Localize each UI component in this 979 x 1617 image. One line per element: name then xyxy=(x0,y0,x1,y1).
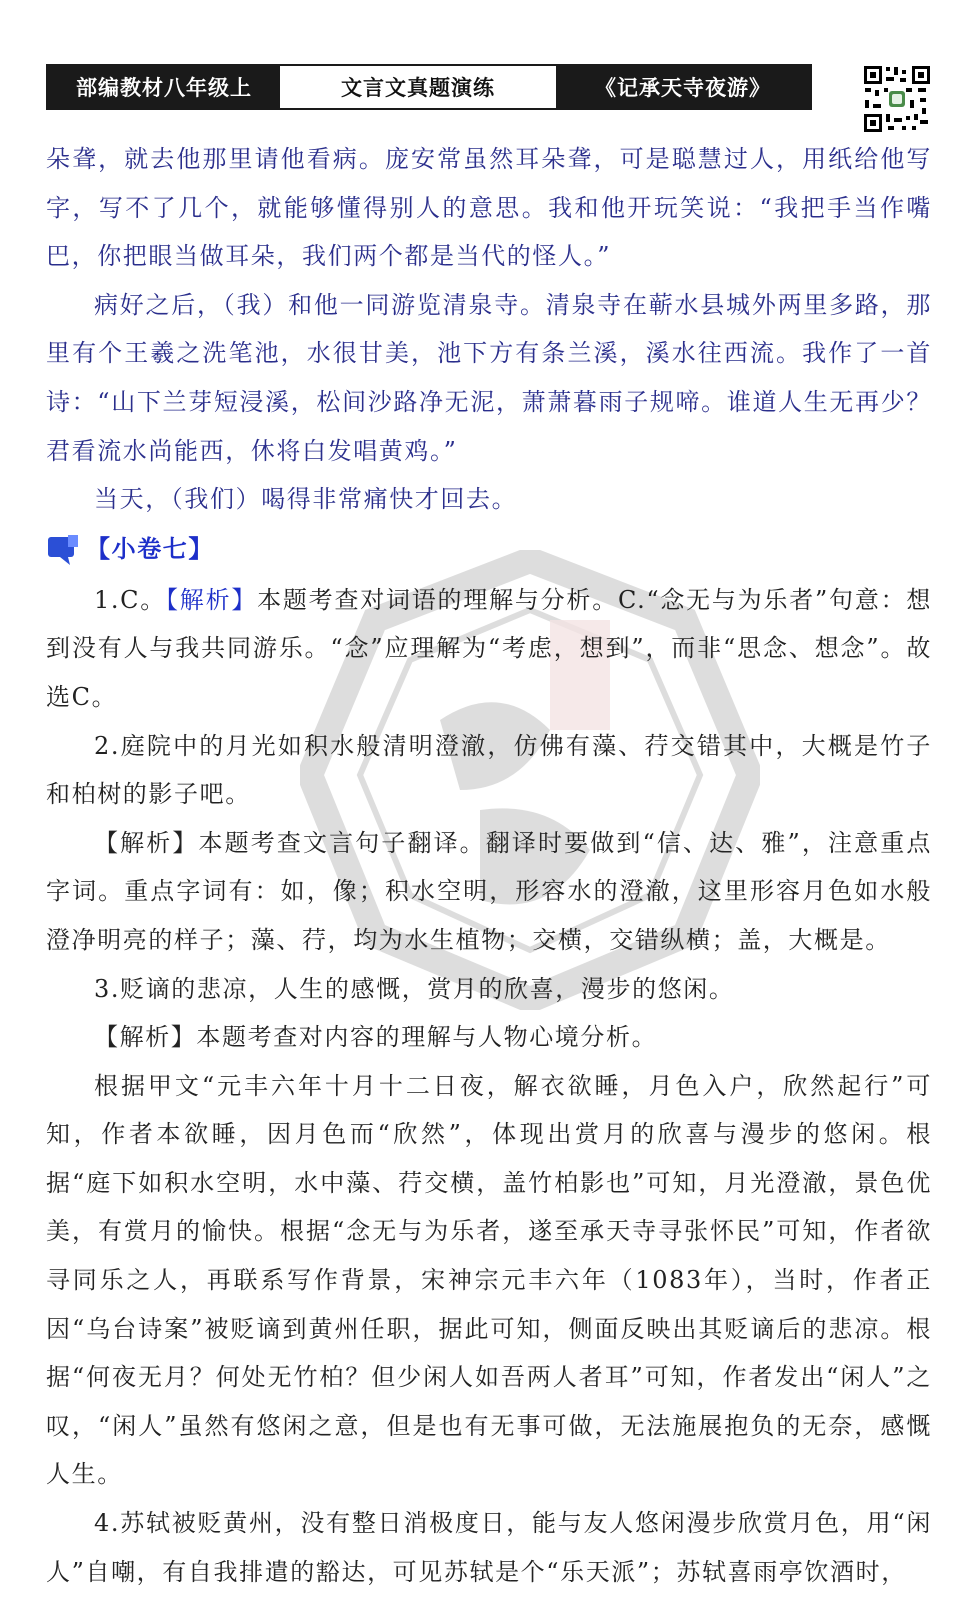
bookmark-icon xyxy=(46,533,80,567)
analysis-tag: 【解析】 xyxy=(166,585,258,614)
header-grade: 部编教材八年级上 xyxy=(48,66,280,108)
answer-2-analysis: 【解析】本题考查文言句子翻译。翻译时要做到“信、达、雅”，注意重点字词。重点字词有：如，像；积水空明，形容水的澄澈，这里形容月色如水般澄净明亮的样子；藻、荇，均为水生植物；交横，交错纵横；盖，大概是。 xyxy=(46,828,932,954)
translation-paragraph: 朵聋，就去他那里请他看病。庞安常虽然耳朵聋，可是聪慧过人，用纸给他写字，写不了几个，就能够懂得别人的意思。我和他开玩笑说：“我把手当作嘴巴，你把眼当做耳朵，我们两个都是当代的怪人。” xyxy=(46,145,932,271)
answer-text: 本题考查对词语的理解与分析。C.“念无与为乐者”句意：想到没有人与我共同游乐。“念”应理解为“考虑，想到”，而非“思念、想念”。故选C。 xyxy=(46,585,932,711)
translation-paragraph: 当天，（我们）喝得非常痛快才回去。 xyxy=(94,485,518,514)
answer-4: 4.苏轼被贬黄州，没有整日消极度日，能与友人悠闲漫步欣赏月色，用“闲人”自嘲，有自我排遣的豁达，可见苏轼是个“乐天派”；苏轼喜雨亭饮酒时， xyxy=(46,1509,932,1586)
answer-3-body: 根据甲文“元丰六年十月十二日夜，解衣欲睡，月色入户，欣然起行”可知，作者本欲睡，因月色而“欣然”，体现出赏月的欣喜与漫步的悠闲。根据“庭下如积水空明，水中藻、荇交横，盖竹柏影也”可知，月光澄澈，景色优美，有赏月的愉快。根据“念无与为乐者，遂至承天寺寻张怀民”可知，作者欲寻同乐之人，再联系写作背景，宋神宗元丰六年（1083年），当时，作者正因“乌台诗案”被贬谪到黄州任职，据此可知，侧面反映出其贬谪后的悲凉。根据“何夜无月？何处无竹柏？但少闲人如吾两人者耳”可知，作者发出“闲人”之叹，“闲人”虽然有悠闲之意，但是也有无事可做，无法施展抱负的无奈，感慨人生。 xyxy=(46,1071,932,1489)
page-content xyxy=(46,135,932,1596)
answer-number: 1.C。 xyxy=(94,585,167,614)
header-bar xyxy=(46,64,812,110)
translation-paragraph: 病好之后，（我）和他一同游览清泉寺。清泉寺在蕲水县城外两里多路，那里有个王羲之洗笔池，水很甘美，池下方有条兰溪，溪水往西流。我作了一首诗：“山下兰芽短浸溪，松间沙路净无泥，萧萧暮雨子规啼。谁道人生无再少？君看流水尚能西，休将白发唱黄鸡。” xyxy=(46,290,932,465)
answer-2: 2.庭院中的月光如积水般清明澄澈，仿佛有藻、荇交错其中，大概是竹子和柏树的影子吧。 xyxy=(46,731,932,809)
answer-3-analysis: 【解析】本题考查对内容的理解与人物心境分析。 xyxy=(94,1023,658,1052)
answer-3: 3.贬谪的悲凉，人生的感慨，赏月的欣喜，漫步的悠闲。 xyxy=(94,974,735,1003)
header-lesson: 《记承天寺夜游》 xyxy=(556,66,810,108)
answer-1 xyxy=(46,576,932,722)
header-topic: 文言文真题演练 xyxy=(280,66,556,108)
qr-code-icon[interactable] xyxy=(862,64,932,134)
section-heading xyxy=(46,524,932,576)
section-title: 【小卷七】 xyxy=(86,534,214,564)
